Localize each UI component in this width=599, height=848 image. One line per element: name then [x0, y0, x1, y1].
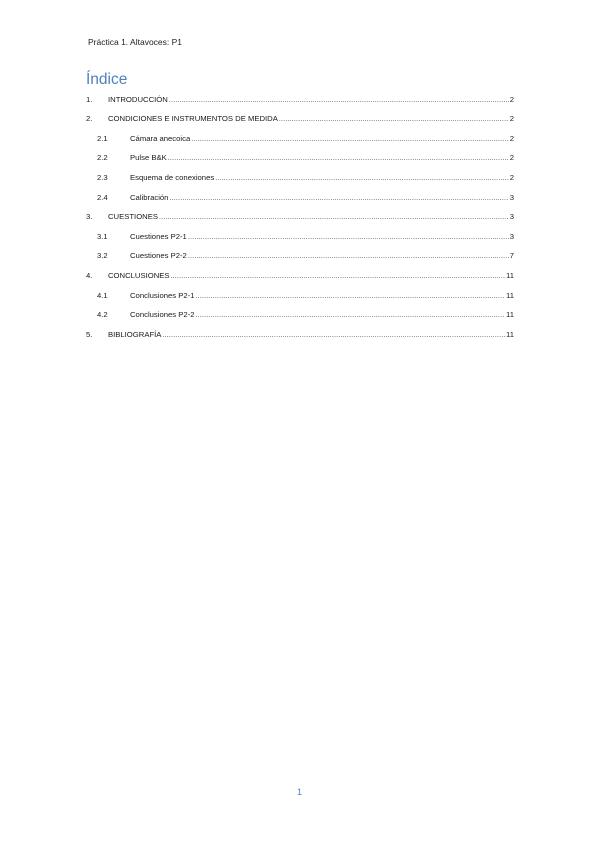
toc-entry-3-2[interactable]	[86, 250, 514, 262]
toc-entry-number: 3.	[86, 212, 93, 221]
dot-leader	[196, 291, 505, 303]
toc-entry-label: Conclusiones P2-2	[130, 310, 195, 319]
dot-leader	[215, 173, 509, 185]
toc-entry-label: Pulse B&K	[130, 153, 167, 162]
toc-entry-4[interactable]	[86, 270, 514, 282]
toc-entry-page: 3	[509, 193, 514, 202]
toc-entry-page: 7	[509, 251, 514, 260]
toc-entry-label: CUESTIONES	[108, 212, 158, 221]
toc-entry-5[interactable]	[86, 329, 514, 341]
toc-entry-2-3[interactable]	[86, 172, 514, 184]
toc-entry-3-1[interactable]	[86, 231, 514, 243]
toc-entry-page: 11	[506, 271, 514, 280]
page-number: 1	[296, 787, 302, 797]
toc-entry-page: 11	[506, 291, 514, 300]
toc-entry-label: BIBLIOGRAFÍA	[108, 330, 162, 339]
toc-entry-label: INTRODUCCIÓN	[108, 95, 168, 104]
toc-entry-3[interactable]	[86, 211, 514, 223]
toc-entry-4-1[interactable]	[86, 290, 514, 302]
toc-entry-page: 11	[506, 310, 514, 319]
dot-leader	[168, 153, 509, 165]
dot-leader	[171, 271, 506, 283]
toc-entry-page: 2	[509, 95, 514, 104]
dot-leader	[159, 212, 509, 224]
toc-entry-page: 2	[509, 153, 514, 162]
page-header: Práctica 1. Altavoces: P1	[88, 37, 183, 47]
toc-entry-page: 3	[509, 212, 514, 221]
toc-entry-number: 2.3	[97, 173, 108, 182]
toc-entry-number: 2.1	[97, 134, 108, 143]
toc-entry-number: 2.	[86, 114, 93, 123]
toc-entry-label: Calibración	[130, 193, 169, 202]
toc-entry-page: 2	[509, 134, 514, 143]
toc-entry-number: 2.4	[97, 193, 108, 202]
toc-entry-number: 4.1	[97, 291, 108, 300]
dot-leader	[196, 310, 505, 322]
toc-entry-1[interactable]	[86, 94, 514, 106]
toc-entry-label: CONCLUSIONES	[108, 271, 170, 280]
dot-leader	[169, 193, 508, 205]
toc-entry-number: 2.2	[97, 153, 108, 162]
toc-entry-2-2[interactable]	[86, 152, 514, 164]
dot-leader	[279, 114, 509, 126]
dot-leader	[188, 232, 509, 244]
toc-entry-number: 1.	[86, 95, 93, 104]
toc-entry-page: 3	[509, 232, 514, 241]
toc-entry-label: Cuestiones P2-1	[130, 232, 187, 241]
toc-entry-label: Cuestiones P2-2	[130, 251, 187, 260]
toc-entry-label: CONDICIONES E INSTRUMENTOS DE MEDIDA	[108, 114, 278, 123]
dot-leader	[162, 330, 505, 342]
toc-entry-number: 4.	[86, 271, 93, 280]
toc-entry-page: 2	[509, 114, 514, 123]
toc-entry-page: 2	[509, 173, 514, 182]
toc-entry-label: Conclusiones P2-1	[130, 291, 195, 300]
toc-title: Índice	[86, 71, 128, 88]
toc-entry-2[interactable]	[86, 113, 514, 125]
toc-entry-2-1[interactable]	[86, 133, 514, 145]
dot-leader	[188, 251, 509, 263]
toc-entry-number: 5.	[86, 330, 93, 339]
toc-entry-label: Cámara anecoica	[130, 134, 191, 143]
dot-leader	[191, 134, 508, 146]
toc-entry-number: 3.1	[97, 232, 108, 241]
toc-entry-4-2[interactable]	[86, 309, 514, 321]
toc-entry-page: 11	[506, 330, 514, 339]
toc-entry-number: 4.2	[97, 310, 108, 319]
dot-leader	[169, 95, 509, 107]
toc-entry-number: 3.2	[97, 251, 108, 260]
toc-entry-2-4[interactable]	[86, 192, 514, 204]
toc-entry-label: Esquema de conexiones	[130, 173, 215, 182]
